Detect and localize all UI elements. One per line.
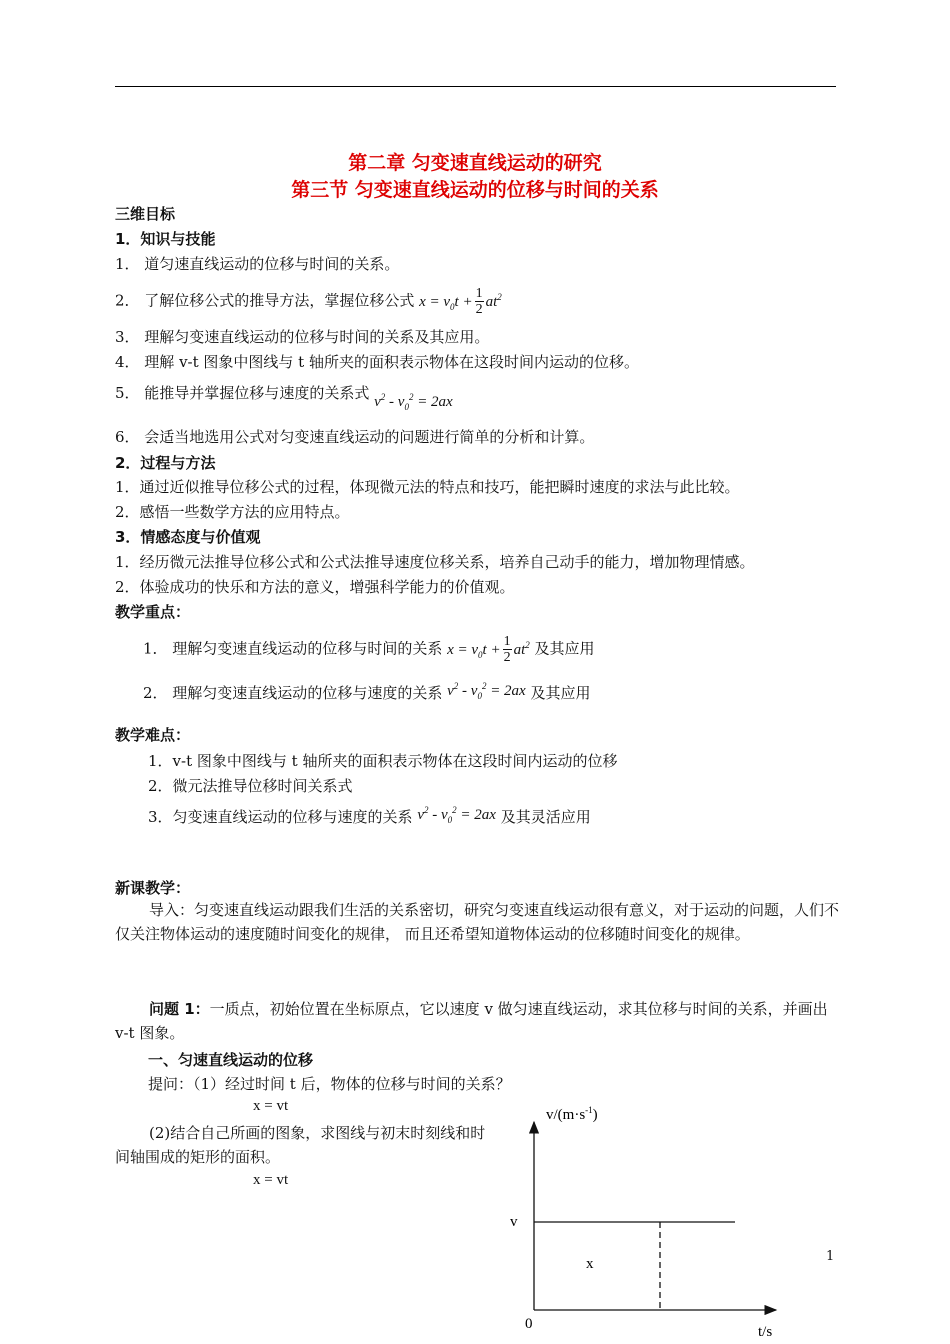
section-title: 第三节 匀变速直线运动的位移与时间的关系	[291, 179, 659, 201]
key-point-2-text: 2． 理解匀变速直线运动的位移与速度的关系	[143, 684, 443, 702]
v-value-label: v	[510, 1214, 518, 1230]
area-label: x	[586, 1256, 594, 1272]
goals-heading: 三维目标	[115, 205, 176, 223]
key-point-1-suffix: 及其应用	[534, 639, 595, 658]
difficulties-heading: 教学难点：	[115, 726, 191, 744]
knowledge-item-6: 6． 会适当地选用公式对匀变速直线运动的问题进行简单的分析和计算。	[115, 428, 595, 446]
ask-1: 提问：（1）经过时间 t 后，物体的位移与时间的关系？	[148, 1075, 511, 1093]
difficulty-3-suffix: 及其灵活应用	[500, 808, 591, 826]
uniform-motion-heading: 一、匀速直线运动的位移	[148, 1051, 314, 1069]
key-points-heading: 教学重点：	[115, 603, 191, 621]
knowledge-item-1: 1． 道匀速直线运动的位移与时间的关系。	[115, 255, 400, 273]
ask-2: (2)结合自己所画的图象，求图线与初末时刻线和时间轴围成的矩形的面积。	[115, 1124, 486, 1166]
knowledge-item-2: 2． 了解位移公式的推导方法，掌握位移公式 $x = v_0t$ + $\frac{1}{2}$ $at^2$	[115, 286, 502, 317]
key-point-2	[143, 682, 591, 704]
emotion-heading: 3．情感态度与价值观	[115, 528, 261, 546]
knowledge-item-4: 4． 理解 v-t 图象中图线与 t 轴所夹的面积表示物体在这段时间内运动的位移。	[115, 353, 639, 371]
formula-x-vt-2: x = vt	[253, 1172, 289, 1188]
key-point-1: 1． 理解匀变速直线运动的位移与时间的关系 $x = v_0t$ + $\frac{1}{2}$ $at^2$ 及其应用	[143, 634, 595, 665]
key-point-1-formula: $x = v_0t$ +	[447, 641, 501, 660]
page-number: 1	[826, 1249, 835, 1264]
velocity-displacement-formula: $v^2 - v_0^2 = 2ax$	[374, 392, 453, 412]
question-1-paragraph	[115, 997, 843, 1045]
question-1-text: 一质点，初始位置在坐标原点，它以速度 v 做匀速直线运动，求其位移与时间的关系，并画出 v-t 图象。	[115, 1000, 828, 1042]
knowledge-heading: 1．知识与技能	[115, 230, 216, 248]
process-item-2: 2．感悟一些数学方法的应用特点。	[115, 503, 350, 521]
question-1-label: 问题 1：	[149, 1000, 210, 1018]
difficulty-2: 2．微元法推导位移时间关系式	[148, 777, 353, 795]
intro-paragraph: 导入：匀变速直线运动跟我们生活的关系密切，研究匀变速直线运动很有意义，对于运动的问题，人们不仅关注物体运动的速度随时间变化的规律， 而且还希望知道物体运动的位移随时间变化的规律。	[115, 901, 840, 943]
emotion-item-1: 1．经历微元法推导位移公式和公式法推导速度位移关系，培养自己动手的能力，增加物理情感。	[115, 553, 755, 571]
v-axis-label: $v/(m\cdot s^{-1})$	[546, 1105, 598, 1123]
chapter-title: 第二章 匀变速直线运动的研究	[348, 152, 602, 174]
header-rule	[115, 86, 836, 87]
knowledge-item-2-text: 2． 了解位移公式的推导方法，掌握位移公式	[115, 291, 415, 310]
key-point-2-formula: $v^2 - v_0^2 = 2ax$	[447, 681, 526, 701]
knowledge-item-3: 3． 理解匀变速直线运动的位移与时间的关系及其应用。	[115, 328, 490, 346]
knowledge-item-5-text: 5． 能推导并掌握位移与速度的关系式	[115, 384, 370, 402]
displacement-formula: $x = v_0t$ +	[419, 293, 473, 312]
half-fraction: $\frac{1}{2}$	[475, 286, 483, 317]
key-point-1-text: 1． 理解匀变速直线运动的位移与时间的关系	[143, 639, 443, 658]
emotion-item-2: 2．体验成功的快乐和方法的意义，增强科学能力的价值观。	[115, 578, 515, 596]
new-lesson-heading: 新课教学：	[115, 879, 191, 897]
process-heading: 2．过程与方法	[115, 454, 216, 472]
difficulty-3	[148, 806, 591, 828]
origin-label: 0	[525, 1316, 533, 1332]
formula-x-vt-1: x = vt	[253, 1098, 289, 1114]
difficulty-3-formula: $v^2 - v_0^2 = 2ax$	[417, 805, 496, 825]
vt-graph	[490, 1098, 800, 1344]
difficulty-1: 1．v-t 图象中图线与 t 轴所夹的面积表示物体在这段时间内运动的位移	[148, 752, 618, 770]
t-axis-label: t/s	[758, 1324, 773, 1340]
process-item-1: 1．通过近似推导位移公式的过程，体现微元法的特点和技巧，能把瞬时速度的求法与此比较。	[115, 478, 740, 496]
knowledge-item-5	[115, 382, 453, 412]
difficulty-3-text: 3．匀变速直线运动的位移与速度的关系	[148, 808, 413, 826]
key-point-2-suffix: 及其应用	[530, 684, 591, 702]
